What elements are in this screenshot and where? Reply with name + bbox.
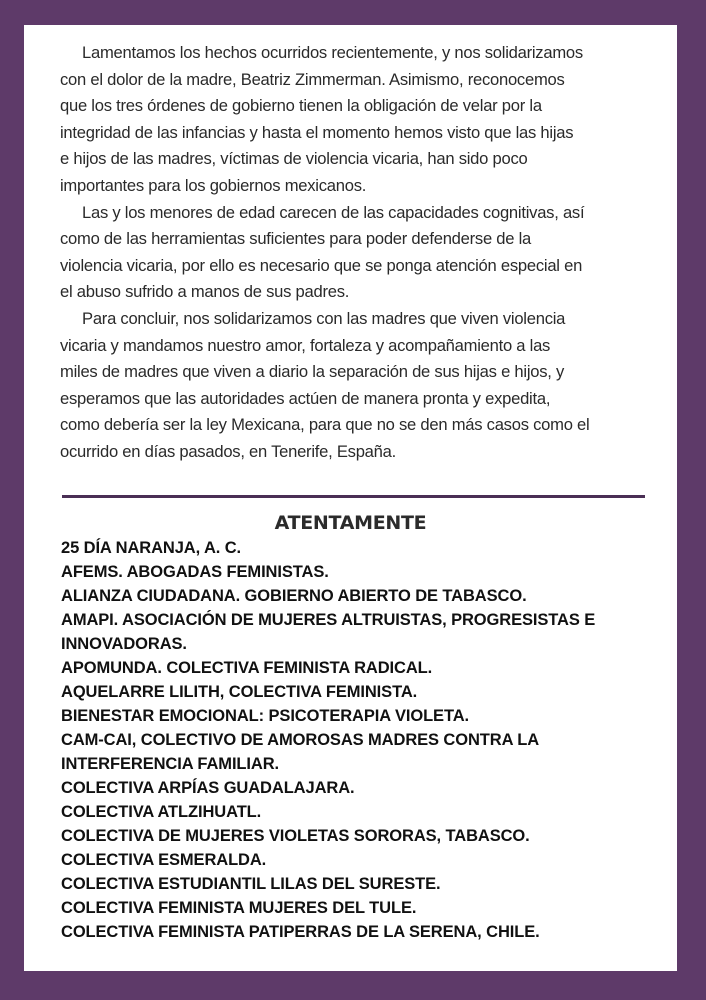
section-divider <box>62 495 645 498</box>
text-line: que los tres órdenes de gobierno tienen la obligación de velar por la <box>60 96 542 116</box>
text-line: ocurrido en días pasados, en Tenerife, España. <box>60 441 396 461</box>
text-line: Para concluir, nos solidarizamos con las madres que viven violencia <box>82 308 566 328</box>
signer-item: APOMUNDA. COLECTIVA FEMINISTA RADICAL. <box>61 659 433 677</box>
signer-item: AFEMS. ABOGADAS FEMINISTAS. <box>61 563 329 581</box>
signer-item: COLECTIVA DE MUJERES VIOLETAS SORORAS, TABASCO. <box>61 827 530 845</box>
text-line: integridad de las infancias y hasta el momento hemos visto que las hijas <box>60 122 574 142</box>
signers-list <box>61 536 661 944</box>
paragraph-2 <box>60 200 648 306</box>
signer-item: COLECTIVA ARPÍAS GUADALAJARA. <box>61 779 355 797</box>
signer-item: COLECTIVA ATLZIHUATL. <box>61 803 262 821</box>
text-line: vicaria y mandamos nuestro amor, fortaleza y acompañamiento a las <box>60 335 551 355</box>
signer-item: COLECTIVA FEMINISTA PATIPERRAS DE LA SERENA, CHILE. <box>61 923 540 941</box>
text-line: violencia vicaria, por ello es necesario que se ponga atención especial en <box>60 255 583 275</box>
text-line: como de las herramientas suficientes para poder defenderse de la <box>60 229 532 249</box>
signer-item: INNOVADORAS. <box>61 635 187 653</box>
text-line: importantes para los gobiernos mexicanos. <box>60 175 367 195</box>
text-line: como debería ser la ley Mexicana, para que no se den más casos como el <box>60 415 590 435</box>
signer-item: COLECTIVA ESTUDIANTIL LILAS DEL SURESTE. <box>61 875 441 893</box>
paragraph-3 <box>60 306 648 466</box>
text-line: Las y los menores de edad carecen de las capacidades cognitivas, así <box>82 202 585 222</box>
paragraph-1 <box>60 40 648 200</box>
document-panel <box>24 25 677 971</box>
signer-item: CAM-CAI, COLECTIVO DE AMOROSAS MADRES CONTRA LA <box>61 731 540 749</box>
text-line: con el dolor de la madre, Beatriz Zimmerman. Asimismo, reconocemos <box>60 69 565 89</box>
signer-item: ALIANZA CIUDADANA. GOBIERNO ABIERTO DE TABASCO. <box>61 587 527 605</box>
text-line: esperamos que las autoridades actúen de manera pronta y expedita, <box>60 388 551 408</box>
closing-heading: ATENTAMENTE <box>274 512 427 534</box>
signer-item: AMAPI. ASOCIACIÓN DE MUJERES ALTRUISTAS, PROGRESISTAS E <box>61 611 596 629</box>
text-line: e hijos de las madres, víctimas de violencia vicaria, han sido poco <box>60 149 528 169</box>
signer-item: INTERFERENCIA FAMILIAR. <box>61 755 280 773</box>
signer-item: AQUELARRE LILITH, COLECTIVA FEMINISTA. <box>61 683 418 701</box>
text-line: miles de madres que viven a diario la separación de sus hijas e hijos, y <box>60 362 565 382</box>
text-line: el abuso sufrido a manos de sus padres. <box>60 282 350 302</box>
text-line: Lamentamos los hechos ocurridos recientemente, y nos solidarizamos <box>82 43 583 62</box>
statement-body <box>60 40 648 466</box>
signer-item: COLECTIVA ESMERALDA. <box>61 851 267 869</box>
signer-item: BIENESTAR EMOCIONAL: PSICOTERAPIA VIOLETA. <box>61 707 470 725</box>
signer-item: COLECTIVA FEMINISTA MUJERES DEL TULE. <box>61 899 417 917</box>
signer-item: 25 DÍA NARANJA, A. C. <box>61 539 242 557</box>
